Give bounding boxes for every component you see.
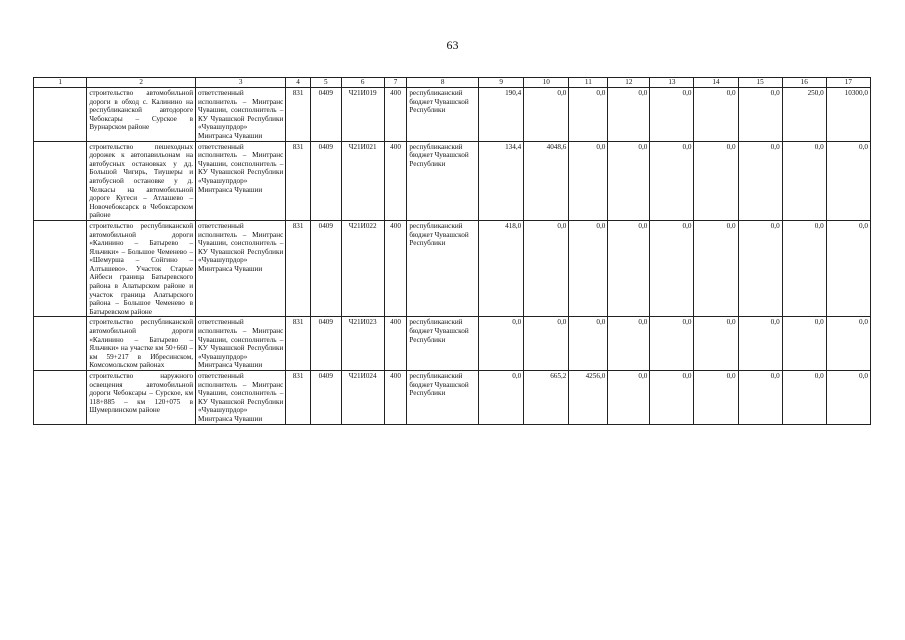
section-code-cell: 0409: [310, 371, 341, 425]
column-header-6: 6: [341, 78, 384, 88]
grbs-code-cell: 831: [286, 317, 311, 371]
expense-type-cell: 400: [384, 141, 407, 220]
amount-cell: 0,0: [608, 220, 650, 317]
target-article-cell: Ч21И019: [341, 88, 384, 142]
amount-cell: 0,0: [650, 317, 694, 371]
column-header-15: 15: [738, 78, 782, 88]
amount-cell: 0,0: [569, 317, 608, 371]
amount-cell: 4256,0: [569, 371, 608, 425]
section-code-cell: 0409: [310, 220, 341, 317]
budget-table: [33, 77, 871, 425]
grbs-code-cell: 831: [286, 141, 311, 220]
funding-source-cell: республиканский бюджет Чувашской Республики: [407, 220, 479, 317]
grbs-code-cell: 831: [286, 88, 311, 142]
column-header-13: 13: [650, 78, 694, 88]
amount-cell: 0,0: [826, 141, 870, 220]
column-header-7: 7: [384, 78, 407, 88]
amount-cell: 0,0: [738, 371, 782, 425]
funding-source-cell: республиканский бюджет Чувашской Республики: [407, 317, 479, 371]
amount-cell: 0,0: [738, 141, 782, 220]
executor-cell: ответственный исполнитель – Минтранс Чувашии, соисполнитель – КУ Чувашской Республики «Чувашупрдор» Минтранса Чувашии: [196, 220, 286, 317]
amount-cell: 0,0: [569, 141, 608, 220]
amount-cell: 190,4: [479, 88, 524, 142]
measure-name-cell: строительство автомобильной дороги в обход с. Калинино на республиканской автодороге Чебоксары – Сурское в Вурнарском районе: [87, 88, 196, 142]
amount-cell: 0,0: [650, 220, 694, 317]
column-header-2: 2: [87, 78, 196, 88]
funding-source-cell: республиканский бюджет Чувашской Республики: [407, 141, 479, 220]
table-row: [34, 88, 871, 142]
amount-cell: 0,0: [524, 88, 569, 142]
column-header-17: 17: [826, 78, 870, 88]
amount-cell: 0,0: [694, 220, 738, 317]
amount-cell: 0,0: [694, 141, 738, 220]
header-row: [34, 78, 871, 88]
section-code-cell: 0409: [310, 141, 341, 220]
column-header-14: 14: [694, 78, 738, 88]
expense-type-cell: 400: [384, 371, 407, 425]
amount-cell: 0,0: [608, 317, 650, 371]
amount-cell: 0,0: [738, 88, 782, 142]
measure-name-cell: строительство наружного освещения автомобильной дороги Чебоксары – Сурское, км 118+885 – км 120+075 в Шумерлинском районе: [87, 371, 196, 425]
target-article-cell: Ч21И023: [341, 317, 384, 371]
amount-cell: 0,0: [608, 141, 650, 220]
amount-cell: 0,0: [608, 88, 650, 142]
row-number-cell: [34, 317, 87, 371]
expense-type-cell: 400: [384, 317, 407, 371]
column-header-12: 12: [608, 78, 650, 88]
amount-cell: 0,0: [524, 317, 569, 371]
expense-type-cell: 400: [384, 220, 407, 317]
amount-cell: 4048,6: [524, 141, 569, 220]
amount-cell: 0,0: [826, 317, 870, 371]
executor-cell: ответственный исполнитель – Минтранс Чувашии, соисполнитель – КУ Чувашской Республики «Чувашупрдор» Минтранса Чувашии: [196, 88, 286, 142]
amount-cell: 0,0: [569, 220, 608, 317]
table-row: [34, 317, 871, 371]
amount-cell: 0,0: [694, 88, 738, 142]
row-number-cell: [34, 88, 87, 142]
executor-cell: ответственный исполнитель – Минтранс Чувашии, соисполнитель – КУ Чувашской Республики «Чувашупрдор» Минтранса Чувашии: [196, 371, 286, 425]
section-code-cell: 0409: [310, 317, 341, 371]
target-article-cell: Ч21И021: [341, 141, 384, 220]
column-header-9: 9: [479, 78, 524, 88]
column-header-16: 16: [782, 78, 826, 88]
column-header-4: 4: [286, 78, 311, 88]
funding-source-cell: республиканский бюджет Чувашской Республики: [407, 371, 479, 425]
amount-cell: 0,0: [694, 317, 738, 371]
target-article-cell: Ч21И024: [341, 371, 384, 425]
column-header-1: 1: [34, 78, 87, 88]
amount-cell: 0,0: [694, 371, 738, 425]
table-row: [34, 220, 871, 317]
page-number: 63: [446, 38, 459, 52]
amount-cell: 0,0: [569, 88, 608, 142]
amount-cell: 250,0: [782, 88, 826, 142]
amount-cell: 0,0: [826, 371, 870, 425]
amount-cell: 0,0: [479, 371, 524, 425]
amount-cell: 0,0: [782, 141, 826, 220]
row-number-cell: [34, 220, 87, 317]
amount-cell: 0,0: [479, 317, 524, 371]
column-header-3: 3: [196, 78, 286, 88]
column-header-11: 11: [569, 78, 608, 88]
table-row: [34, 141, 871, 220]
amount-cell: 418,0: [479, 220, 524, 317]
amount-cell: 0,0: [738, 220, 782, 317]
amount-cell: 10300,0: [826, 88, 870, 142]
amount-cell: 0,0: [782, 371, 826, 425]
amount-cell: 665,2: [524, 371, 569, 425]
measure-name-cell: строительство республиканской автомобильной дороги «Калинино – Батырево – Яльчики» на участке км 50+660 – км 59+217 в Ибресинском, Комсомольском районах: [87, 317, 196, 371]
grbs-code-cell: 831: [286, 371, 311, 425]
amount-cell: 0,0: [782, 317, 826, 371]
row-number-cell: [34, 141, 87, 220]
row-number-cell: [34, 371, 87, 425]
column-header-10: 10: [524, 78, 569, 88]
executor-cell: ответственный исполнитель – Минтранс Чувашии, соисполнитель – КУ Чувашской Республики «Чувашупрдор» Минтранса Чувашии: [196, 317, 286, 371]
grbs-code-cell: 831: [286, 220, 311, 317]
section-code-cell: 0409: [310, 88, 341, 142]
amount-cell: 0,0: [608, 371, 650, 425]
amount-cell: 134,4: [479, 141, 524, 220]
measure-name-cell: строительство пешеходных дорожек к автопавильонам на автобусных остановках у дд. Большой Чигирь, Тиушеры и автобусной остановке у д. Челкасы на автомобильной дороге Кугеси – Атлашево – Новочебоксарск в Чебоксарском районе: [87, 141, 196, 220]
amount-cell: 0,0: [650, 371, 694, 425]
amount-cell: 0,0: [826, 220, 870, 317]
executor-cell: ответственный исполнитель – Минтранс Чувашии, соисполнитель – КУ Чувашской Республики «Чувашупрдор» Минтранса Чувашии: [196, 141, 286, 220]
expense-type-cell: 400: [384, 88, 407, 142]
funding-source-cell: республиканский бюджет Чувашской Республики: [407, 88, 479, 142]
amount-cell: 0,0: [738, 317, 782, 371]
measure-name-cell: строительство республиканской автомобильной дороги «Калинино – Батырево – Яльчики» – Большое Чеменево – «Шемурша – Сойгино – Алтышево». Участок Старые Айбеси граница Батыревского района в Алатырском районе и участок граница Алатырского района – Большое Чеменево в Батыревском районе: [87, 220, 196, 317]
table-row: [34, 371, 871, 425]
amount-cell: 0,0: [524, 220, 569, 317]
target-article-cell: Ч21И022: [341, 220, 384, 317]
amount-cell: 0,0: [782, 220, 826, 317]
column-header-5: 5: [310, 78, 341, 88]
amount-cell: 0,0: [650, 141, 694, 220]
amount-cell: 0,0: [650, 88, 694, 142]
column-header-8: 8: [407, 78, 479, 88]
